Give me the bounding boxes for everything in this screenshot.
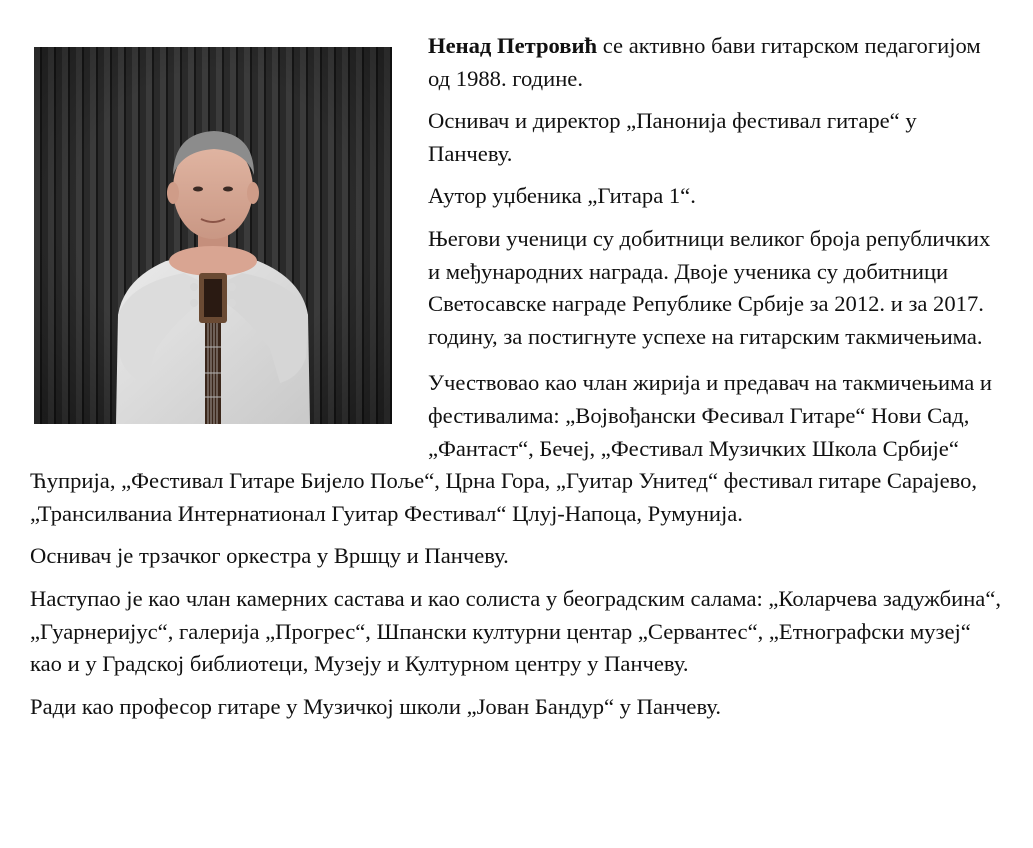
paragraph-profession: Ради као професор гитаре у Музичкој школи „Јован Бандур“ у Панчеву. [30,693,722,719]
intro-rest: се активно бави гитарском педагогијом од 1988. године. [428,33,981,91]
paragraph-jury: Учествовао као члан жирија и предавач на такмичењима и фестивалима: „Војвођански Фесивал Гитаре“ Нови Сад, „Фантаст“, Бечеј, „Фестивал Музичких Школа Србије“ Ћуприја, „Фестивал Гитаре Бијело Поље“, Црна Гора, „Гуитар Унитед“ фестивал гитаре Сарајево, „Трансилваниа Интернатионал Гуитар Фестивал“ Цлуј-Напоца, Румунија. [30,370,992,526]
paragraph-orchestra: Оснивач је трзачког оркестра у Вршцу и Панчеву. [30,543,509,569]
person-name: Ненад Петровић [428,33,598,58]
paragraph-textbook: Аутор уџбеника „Гитара 1“. [428,183,696,209]
paragraph-founder-festival: Оснивач и директор „Панонија фестивал гитаре“ у Панчеву. [428,108,917,166]
biography-text [30,30,1005,733]
paragraph-students: Његови ученици су добитници великог броја републичких и међународних награда. Двоје ученика су добитници Светосавске награде Републике Србије за 2012. и за 2017. годину, за постигнуте успехе на гитарским такмичењима. [428,225,991,349]
paragraph-performances: Наступао је као члан камерних састава и као солиста у београдским салама: „Коларчева задужбина“, „Гуарнеријус“, галерија „Прогрес“, Шпански културни центар „Сервантес“, „Етнографски музеј“ као и у Градској библиотеци, Музеју и Културном центру у Панчеву. [30,585,1001,677]
photo-spacer [30,30,428,440]
